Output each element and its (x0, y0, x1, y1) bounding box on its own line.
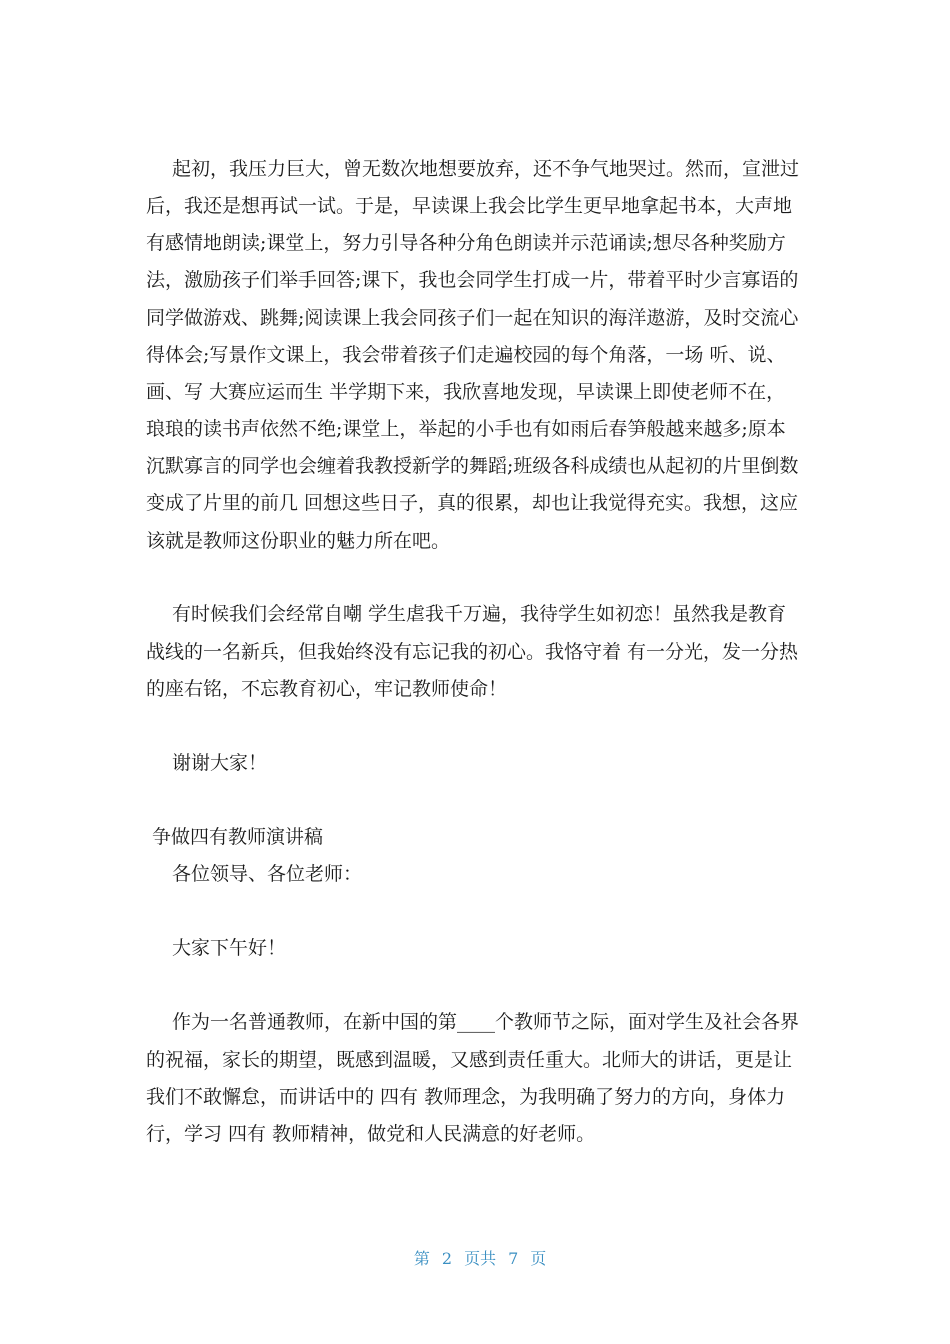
speech-title: 争做四有教师演讲稿 (152, 826, 324, 848)
paragraph-line: 沉默寡言的同学也会缠着我教授新学的舞蹈;班级各科成绩也从起初的片里倒数 (146, 455, 799, 477)
page-footer (0, 1227, 950, 1269)
greeting: 大家下午好！ (172, 937, 287, 959)
paragraph-line: 得体会;写景作文课上，我会带着孩子们走遍校园的每个角落，一场 听、说、 (146, 344, 786, 366)
paragraph-line: 行，学习 四有 教师精神，做党和人民满意的好老师。 (146, 1123, 596, 1145)
paragraph-line: 作为一名普通教师，在新中国的第____个教师节之际，面对学生及社会各界 (172, 1011, 800, 1033)
thanks-line: 谢谢大家！ (172, 752, 268, 774)
footer-total-label: 页共 (464, 1249, 497, 1268)
footer-page-number: 2 (441, 1249, 453, 1268)
paragraph-line: 后，我还是想再试一试。于是，早读课上我会比学生更早地拿起书本，大声地 (146, 195, 793, 217)
paragraph-line: 的祝福，家长的期望，既感到温暖，又感到责任重大。北师大的讲话，更是让 (146, 1049, 793, 1071)
paragraph-line: 变成了片里的前几 回想这些日子，真的很累，却也让我觉得充实。我想，这应 (146, 492, 799, 514)
paragraph-line: 我们不敢懈怠，而讲话中的 四有 教师理念，为我明确了努力的方向，身体力 (146, 1086, 786, 1108)
paragraph-line: 起初，我压力巨大，曾无数次地想要放弃，还不争气地哭过。然而，宣泄过 (172, 158, 800, 180)
paragraph-line: 琅琅的读书声依然不绝;课堂上，举起的小手也有如雨后春笋般越来越多;原本 (146, 418, 786, 440)
paragraph-line: 的座右铭，不忘教育初心，牢记教师使命！ (146, 678, 508, 700)
paragraph-line: 法，激励孩子们举手回答;课下，我也会同学生打成一片，带着平时少言寡语的 (146, 269, 799, 291)
paragraph-line: 战线的一名新兵，但我始终没有忘记我的初心。我恪守着 有一分光，发一分热 (146, 641, 799, 663)
paragraph-line: 画、写 大赛应运而生 半学期下来，我欣喜地发现，早读课上即使老师不在， (146, 381, 786, 403)
paragraph-line: 同学做游戏、跳舞;阅读课上我会同孩子们一起在知识的海洋遨游，及时交流心 (146, 307, 799, 329)
paragraph-line: 有时候我们会经常自嘲 学生虐我千万遍，我待学生如初恋！虽然我是教育 (172, 603, 787, 625)
footer-total-pages: 7 (508, 1249, 519, 1268)
paragraph-line: 该就是教师这份职业的魅力所在吧。 (146, 530, 451, 552)
footer-suffix: 页 (530, 1249, 547, 1268)
footer-page-label: 第 (413, 1249, 430, 1268)
salutation: 各位领导、各位老师： (172, 863, 363, 885)
paragraph-line: 有感情地朗读;课堂上，努力引导各种分角色朗读并示范诵读;想尽各种奖励方 (146, 232, 786, 254)
